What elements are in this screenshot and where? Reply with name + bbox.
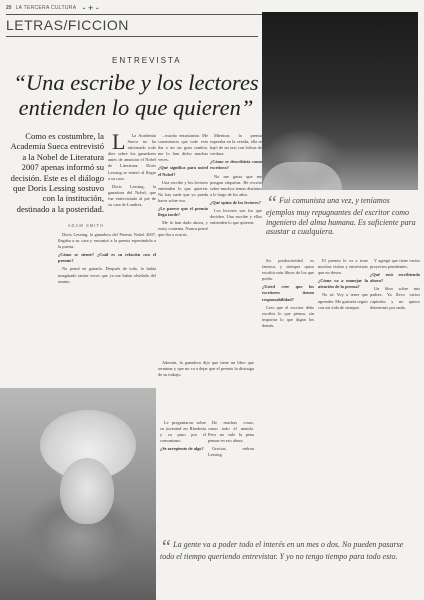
paragraph-text: La Academia Sueca no ha informado todo diez sobre los ganadores antes de anunciar el Nobel de Literatura: Doris Lessing se enteró al llegar a su casa.	[108, 133, 156, 181]
body-column-5	[318, 258, 368, 313]
article-headline: “Una escribe y los lectores entienden lo que quieren”	[13, 70, 259, 120]
article-kicker: ENTREVISTA	[112, 56, 182, 65]
author-photo	[0, 388, 156, 600]
paragraph: Mientras la prensa esperaba en la vereda, ella se bajó de un taxi con bolsas de verdura.	[210, 133, 262, 157]
paragraph: Su productividad es famosa, y siempre quiso escribir más libros de los que podía.	[262, 258, 314, 282]
paragraph: Además, la ganadora dijo que tiene un libro que terminar y que no va a dejar que el premio la distraiga de su trabajo.	[158, 360, 254, 378]
question: ¿Qué opina de los lectores?	[210, 199, 261, 205]
body-column-3	[210, 133, 262, 228]
question: ¿Cómo va a manejar la atención de la prensa?	[318, 278, 368, 290]
paper-name: LA TERCERA CULTURA	[15, 5, 77, 11]
top-photo	[262, 12, 418, 190]
body-column-2	[158, 133, 208, 241]
paragraph: No sé. Voy a tener que aprender. Me gustaría seguir con mi vida de siempre.	[318, 292, 368, 310]
question: ¿Cómo se siente? ¿Cuál es su relación con el premio?	[58, 252, 156, 264]
paragraph: Me lo han dado ahora, y estoy contenta. Nunca pensé que iba a ocurrir.	[158, 220, 208, 238]
body-column-bottom-2	[208, 420, 254, 461]
author-photo-face	[60, 458, 114, 524]
question: ¿Qué significa para usted el Nobel?	[158, 165, 208, 177]
question: ¿Se arrepiente de algo?	[160, 446, 204, 452]
paragraph: Y agregó que tiene varios proyectos pendientes.	[370, 258, 420, 270]
body-column-2b	[158, 360, 254, 380]
paragraph: No pensé en ganarlo. Después de todo, lo había imaginado tantas veces que ya me había olvidado del asunto.	[58, 266, 156, 284]
body-column-bottom-1	[160, 420, 206, 454]
body-column-6	[370, 258, 420, 313]
pull-quote-2	[160, 536, 418, 562]
body-column-4	[262, 258, 314, 331]
paragraph: Un libro sobre mis padres. Ya llevo varios capítulos y no quiero detenerme por nada.	[370, 286, 420, 310]
body-column-1b	[58, 232, 156, 287]
pull-quote-2-text: La gente va a poder todo el interés en un mes o dos. No pueden pasarse todo el tiempo queriendo entrevistar. Y yo no tengo tiempo para todo esto.	[160, 540, 404, 561]
paragraph: El premio le va a traer muchas visitas y entrevistas que no desea.	[318, 258, 368, 276]
paragraph: Los lectores son los que deciden. Una escribe y ellos entienden lo que quieren.	[210, 208, 262, 226]
pull-quote-1-text: Fui comunista una vez, y teníamos ejemplos muy repugnantes del escritor como ingeniero del alma humana. Es suficiente para asustar a cualquiera.	[266, 196, 416, 237]
page-number: 20	[6, 5, 12, 11]
drop-cap: L	[112, 129, 126, 154]
article-byline: ADAM SMITH	[67, 223, 104, 228]
paragraph: De muchas cosas, como todo el mundo. Pero no vale la pena pensar en eso ahora.	[208, 420, 254, 444]
question: ¿Usted cree que los escritores tienen responsabilidad?	[262, 284, 314, 302]
body-column-1	[108, 129, 156, 210]
paragraph	[108, 129, 156, 182]
paragraph: ...mucho entusiasmo. Me comentaron que todo esto iba a ser un gran cambio, me lo han dicho muchas veces.	[158, 133, 208, 163]
masthead-mark: - + -	[82, 3, 99, 13]
question: ¿Cómo se describiría como escritora?	[210, 159, 262, 171]
paragraph: Doris Lessing, la ganadora del Premio Nobel 2007, llegaba a su casa y encontró a la prensa esperándola a la puerta.	[58, 232, 156, 250]
top-photo-shape	[262, 162, 342, 190]
paragraph: Una escribe y los lectores entienden lo que quieren. No hay nada que yo pueda hacer sobre eso.	[158, 179, 208, 203]
question: ¿Le parece que el premio llega tarde?	[158, 206, 208, 218]
paragraph: Le preguntaron sobre su juventud en Rhodesia y su paso por el comunismo.	[160, 420, 206, 444]
paragraph: No me gusta que me pongan etiquetas. He escrito sobre muchos temas distintos a lo largo de los años.	[210, 173, 262, 197]
quote-mark-icon: “	[160, 536, 172, 558]
section-rule	[6, 36, 258, 37]
article-lead: Como es costumbre, la Academia Sueca entrevistó a la Nobel de Literatura 2007 apenas informó su decisión. Este es el diálogo que Doris Lessing sostuvo con la institución, destinado a la posteridad.	[10, 131, 104, 214]
pull-quote-1	[266, 192, 418, 237]
paragraph: Doris Lessing, la ganadora del Nobel, que fue entrevistada al pie de su casa de Londres.	[108, 183, 156, 208]
section-title: LETRAS/FICCION	[6, 17, 129, 33]
question: ¿Qué está escribiendo ahora?	[370, 272, 420, 284]
paragraph: Gracias, señora Lessing.	[208, 446, 254, 458]
quote-mark-icon: “	[266, 192, 278, 214]
paragraph: Creo que el escritor debe escribir lo que piensa, sin importar lo que digan los demás.	[262, 304, 314, 328]
